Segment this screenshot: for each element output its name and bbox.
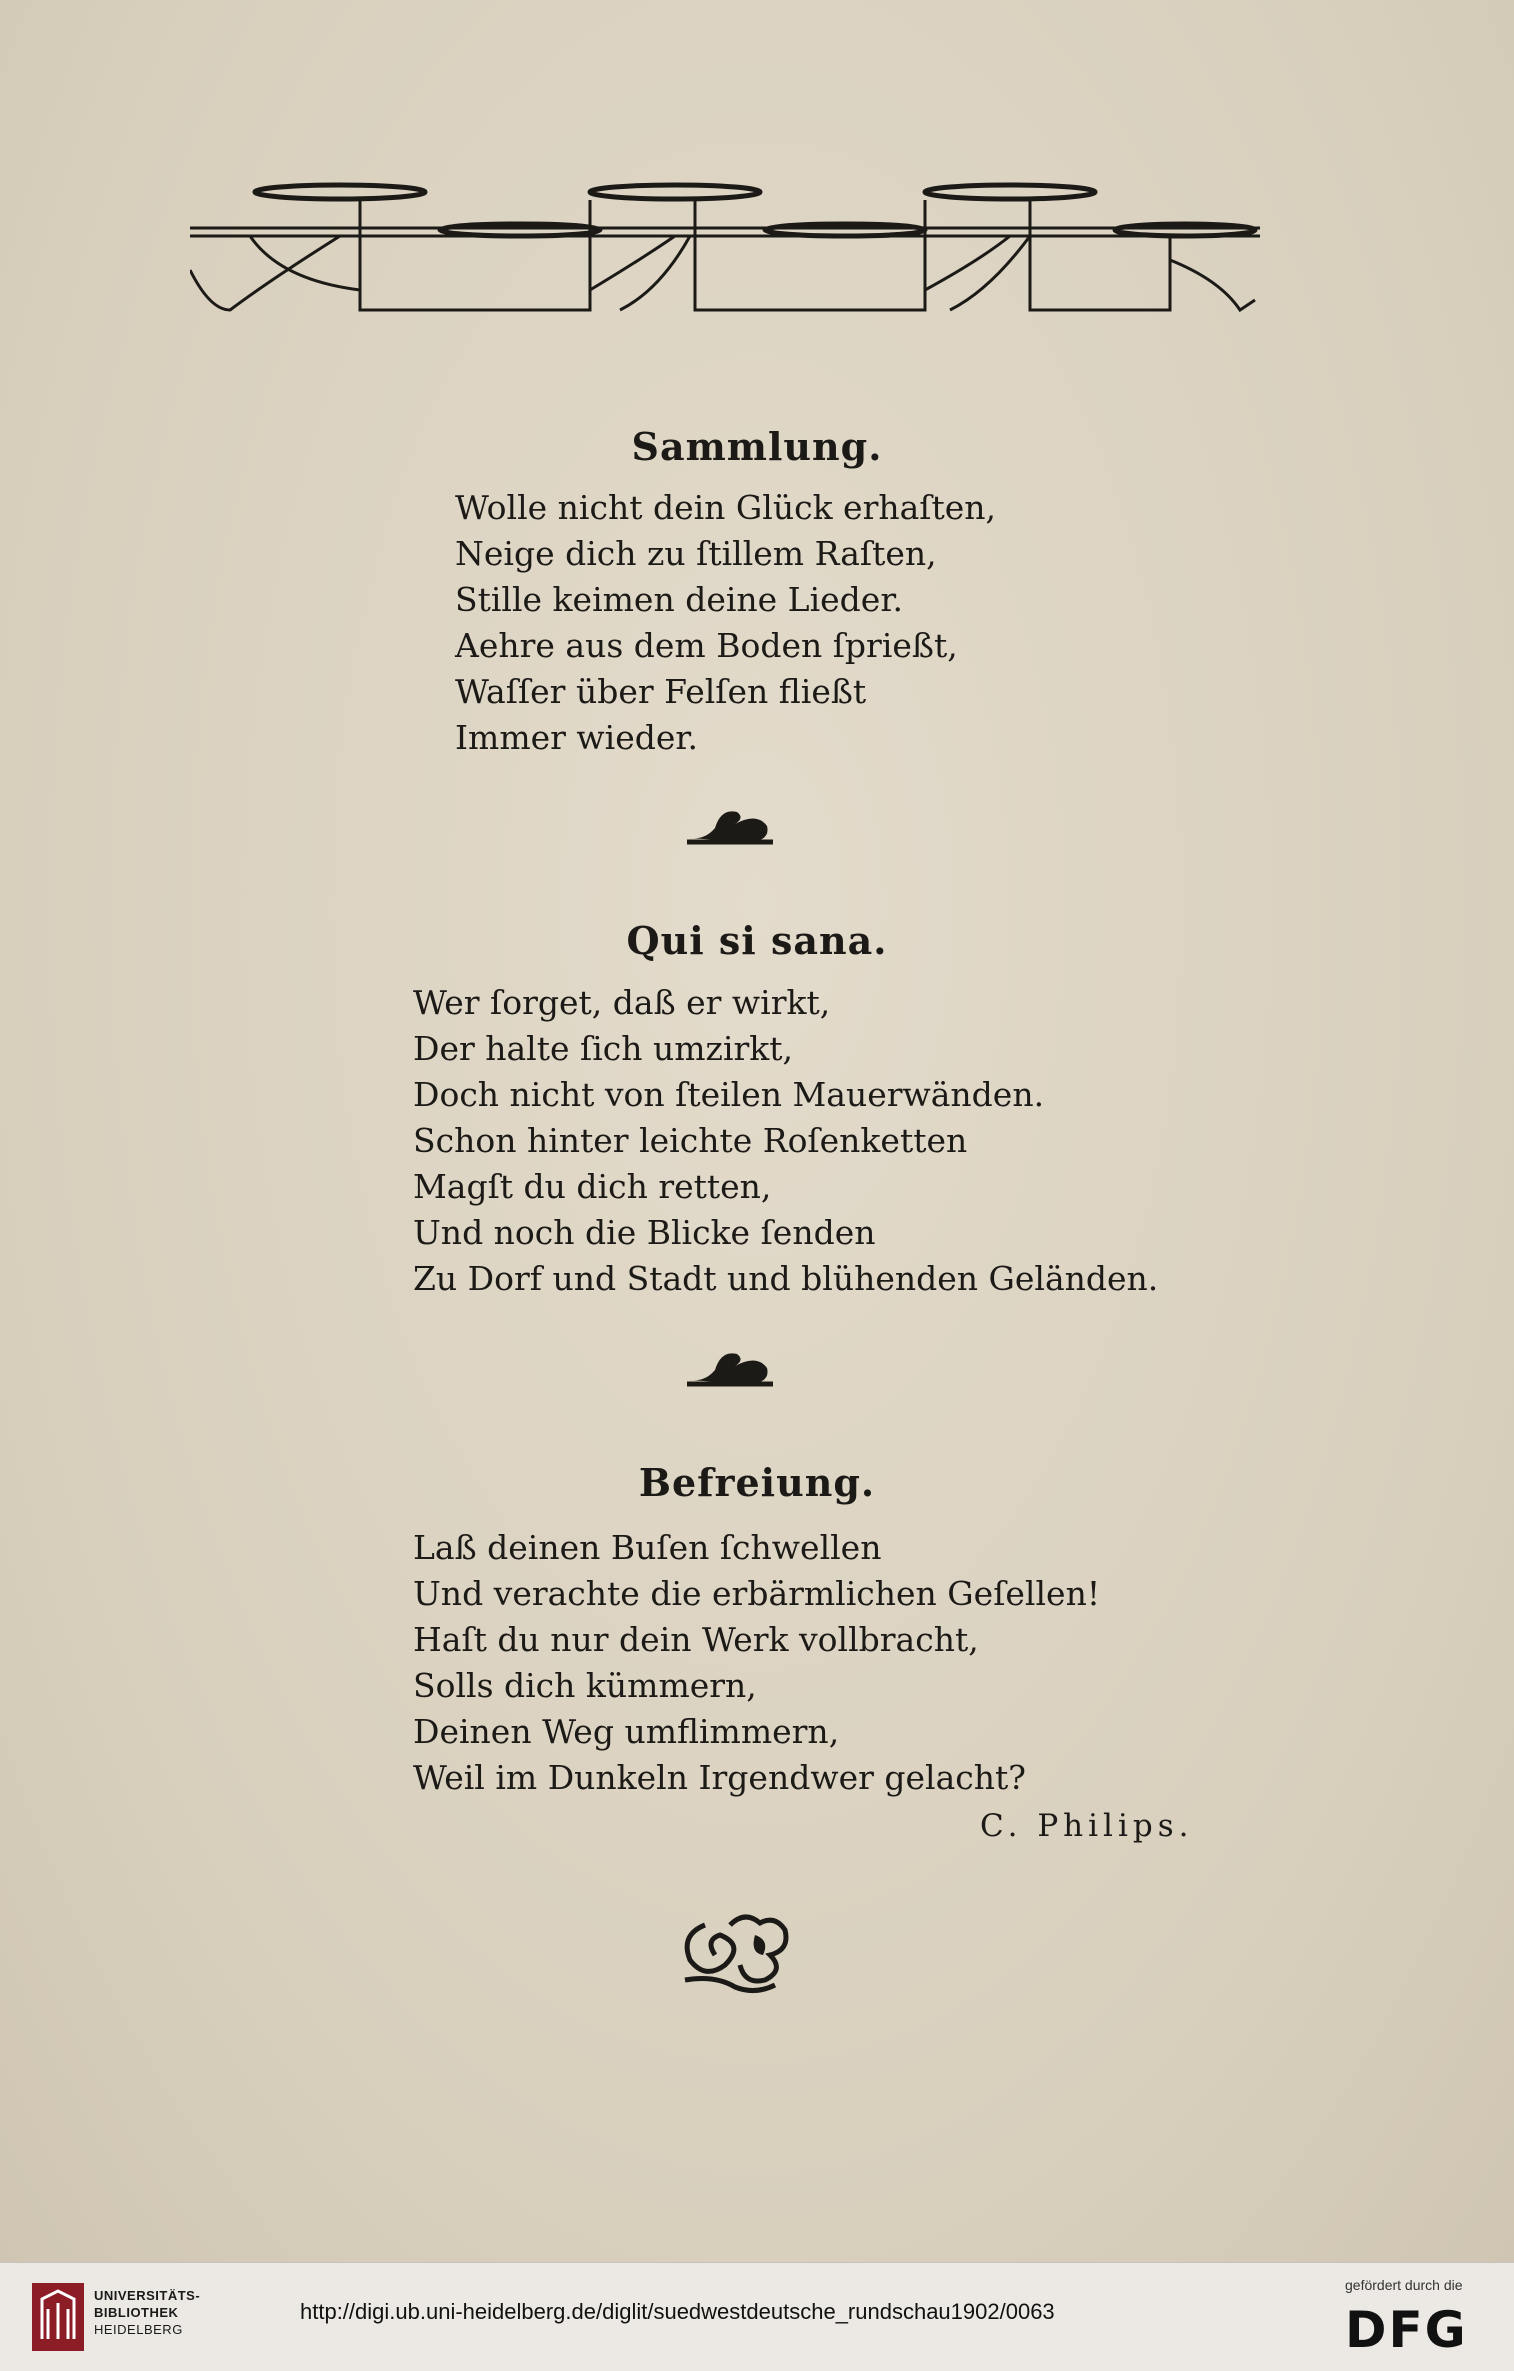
verse-line: Neige dich zu ſtillem Raſten, <box>455 534 937 573</box>
verse-line: Waſſer über Felſen fließt <box>455 672 867 711</box>
poem-title-qui-si-sana: Qui si sana. <box>626 918 888 963</box>
verse-line: Magſt du dich retten, <box>413 1167 772 1206</box>
verse-line: Stille keimen deine Lieder. <box>455 580 903 619</box>
top-ornament <box>190 170 1260 330</box>
poem-sammlung <box>455 485 996 761</box>
verse-line: Laß deinen Buſen ſchwellen <box>413 1528 882 1567</box>
library-name <box>94 2287 200 2338</box>
verse-line: Zu Dorf und Stadt und blühenden Geländen. <box>413 1259 1159 1298</box>
verse-line: Aehre aus dem Boden ſprießt, <box>455 626 958 665</box>
verse-line: Deinen Weg umflimmern, <box>413 1712 840 1751</box>
author-signature: C. Philips. <box>980 1808 1194 1844</box>
poem-qui-si-sana <box>413 980 1158 1302</box>
verse-line: Schon hinter leichte Roſenketten <box>413 1121 968 1160</box>
end-ornament <box>675 1905 795 1995</box>
verse-line: Doch nicht von ſteilen Mauerwänden. <box>413 1075 1045 1114</box>
verse-line: Wolle nicht dein Glück erhaſten, <box>455 488 997 527</box>
dfg-logo: DFG <box>1345 2301 1468 2359</box>
funding-note: gefördert durch die <box>1345 2277 1463 2293</box>
verse-line: Solls dich kümmern, <box>413 1666 757 1705</box>
library-name-line: HEIDELBERG <box>94 2322 183 2337</box>
library-name-line: BIBLIOTHEK <box>94 2305 179 2320</box>
separator-ornament <box>685 798 775 848</box>
library-name-line: UNIVERSITÄTS- <box>94 2288 201 2303</box>
footer-bar <box>0 2262 1514 2371</box>
verse-line: Immer wieder. <box>455 718 699 757</box>
verse-line: Haſt du nur dein Werk vollbracht, <box>413 1620 979 1659</box>
verse-line: Der halte ſich umzirkt, <box>413 1029 794 1068</box>
permalink-url[interactable]: http://digi.ub.uni-heidelberg.de/diglit/suedwestdeutsche_rundschau1902/0063 <box>300 2299 1055 2324</box>
verse-line: Weil im Dunkeln Irgendwer gelacht? <box>413 1758 1026 1797</box>
verse-line: Wer ſorget, daß er wirkt, <box>413 983 831 1022</box>
verse-line: Und verachte die erbärmlichen Geſellen! <box>413 1574 1101 1613</box>
poem-title-befreiung: Befreiung. <box>638 1460 876 1505</box>
poem-title-sammlung: Sammlung. <box>631 424 883 469</box>
poem-befreiung <box>413 1525 1100 1801</box>
verse-line: Und noch die Blicke ſenden <box>413 1213 876 1252</box>
separator-ornament <box>685 1340 775 1390</box>
university-library-logo <box>30 2281 86 2353</box>
